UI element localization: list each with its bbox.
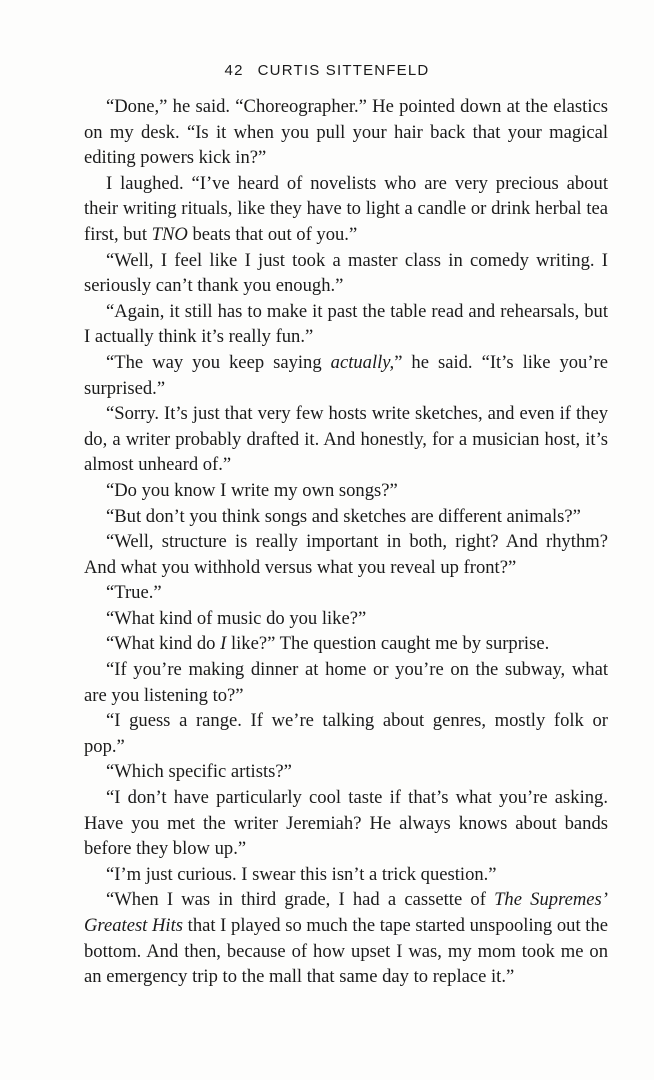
running-head [0,62,654,79]
paragraph [84,862,608,888]
text-run: “Done,” he said. “Choreographer.” He pointed down at the elastics on my desk. “Is it when you pull your hair back that your magical editing powers kick in?” [84,96,608,169]
text-run: “Sorry. It’s just that very few hosts write sketches, and even if they do, a writer probably drafted it. And honestly, for a musician host, it’s almost unheard of.” [84,403,608,476]
text-run: “I guess a range. If we’re talking about genres, mostly folk or pop.” [84,710,608,757]
paragraph [84,606,608,632]
text-run: “Which specific artists?” [106,761,292,783]
paragraph [84,171,608,248]
italic-text: I [220,633,227,655]
paragraph [84,248,608,299]
text-run: “I don’t have particularly cool taste if that’s what you’re asking. Have you met the writer Jeremiah? He always knows about bands before they blow up.” [84,787,608,860]
paragraph [84,708,608,759]
paragraph [84,631,608,657]
text-run: that I played so much the tape started unspooling out the bottom. And then, because of how upset I was, my mom took me on an emergency trip to the mall that same day to replace it.” [84,915,608,988]
paragraph [84,657,608,708]
text-run: “What kind of music do you like?” [106,607,367,629]
paragraph [84,94,608,171]
text-run: “Well, I feel like I just took a master class in comedy writing. I seriously can’t thank you enough.” [84,249,608,297]
text-run: “True.” [106,582,162,604]
italic-text: TNO [151,223,188,245]
text-run: “But don’t you think songs and sketches are different animals?” [106,505,581,527]
body-text [84,94,608,990]
text-run: “When I was in third grade, I had a cassette of [106,889,495,911]
paragraph [84,529,608,580]
text-run: “What kind do [106,633,221,655]
paragraph [84,478,608,504]
paragraph [84,580,608,606]
text-run: “Again, it still has to make it past the table read and rehearsals, but I actually think it’s really fun.” [84,300,608,348]
italic-text: actually, [330,351,395,373]
text-run: “I’m just curious. I swear this isn’t a trick question.” [106,863,497,885]
author-name: CURTIS SITTENFELD [257,62,430,79]
paragraph [84,350,608,401]
paragraph [84,785,608,862]
paragraph [84,299,608,350]
text-run: “Do you know I write my own songs?” [106,479,398,501]
paragraph [84,401,608,478]
paragraph [84,759,608,785]
text-run: “The way you keep saying [106,351,331,373]
text-run: “If you’re making dinner at home or you’re on the subway, what are you listening to?” [84,659,608,706]
text-run: beats that out of you.” [187,223,358,245]
text-run: like?” The question caught me by surprise. [226,633,550,655]
text-run: “Well, structure is really important in both, right? And rhythm? And what you withhold versus what you reveal up front?” [84,531,608,578]
paragraph [84,887,608,989]
italic-text: The Supremes’ Greatest Hits [84,889,608,936]
text-run: I laughed. “I’ve heard of novelists who are very precious about their writing rituals, like they have to light a candle or drink herbal tea first, but [84,172,608,245]
paragraph [84,504,608,530]
page-number: 42 [224,62,244,79]
text-run: ” he said. “It’s like you’re surprised.” [84,351,608,399]
